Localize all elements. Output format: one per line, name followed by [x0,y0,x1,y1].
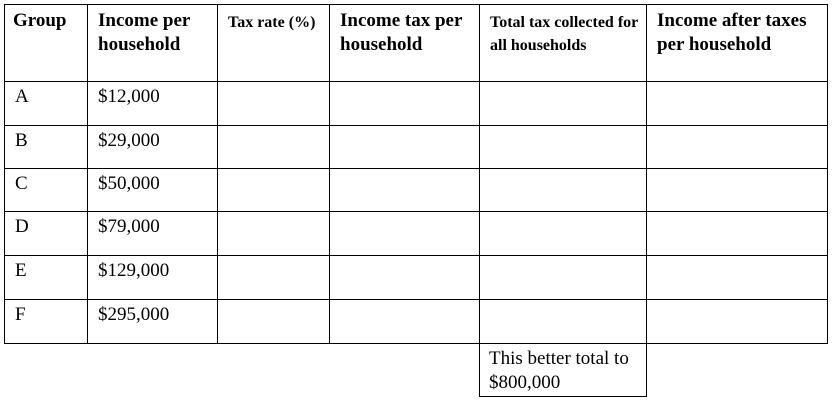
cell-income-after-tax [646,125,828,169]
cell-income: $12,000 [87,81,218,126]
cell-tax-rate [217,255,330,300]
header-group: Group [4,4,88,82]
header-income-tax-per-household: Income tax per household [329,4,480,82]
header-tax-rate: Tax rate (%) [217,4,330,82]
total-note-cell: This better total to $800,000 [479,343,647,397]
cell-income-after-tax [646,299,828,344]
header-income-after-taxes: Income after taxes per household [646,4,828,82]
cell-total-tax [479,168,647,212]
cell-income: $29,000 [87,125,218,169]
cell-income-tax [329,81,480,126]
cell-group: E [4,255,88,300]
cell-income-after-tax [646,211,828,256]
cell-income-after-tax [646,255,828,300]
cell-tax-rate [217,211,330,256]
cell-group: D [4,211,88,256]
cell-group: F [4,299,88,344]
cell-total-tax [479,81,647,126]
cell-income: $50,000 [87,168,218,212]
cell-income: $129,000 [87,255,218,300]
cell-income: $79,000 [87,211,218,256]
cell-tax-rate [217,299,330,344]
cell-tax-rate [217,125,330,169]
cell-total-tax [479,211,647,256]
cell-income-tax [329,255,480,300]
cell-income-tax [329,125,480,169]
cell-income-tax [329,299,480,344]
header-income-per-household: Income per household [87,4,218,82]
cell-income-after-tax [646,81,828,126]
cell-tax-rate [217,168,330,212]
cell-income: $295,000 [87,299,218,344]
cell-total-tax [479,125,647,169]
cell-tax-rate [217,81,330,126]
cell-group: C [4,168,88,212]
cell-income-tax [329,168,480,212]
cell-group: A [4,81,88,126]
cell-income-tax [329,211,480,256]
cell-income-after-tax [646,168,828,212]
cell-total-tax [479,255,647,300]
header-total-tax-collected: Total tax collected for all households [479,4,647,82]
cell-total-tax [479,299,647,344]
cell-group: B [4,125,88,169]
